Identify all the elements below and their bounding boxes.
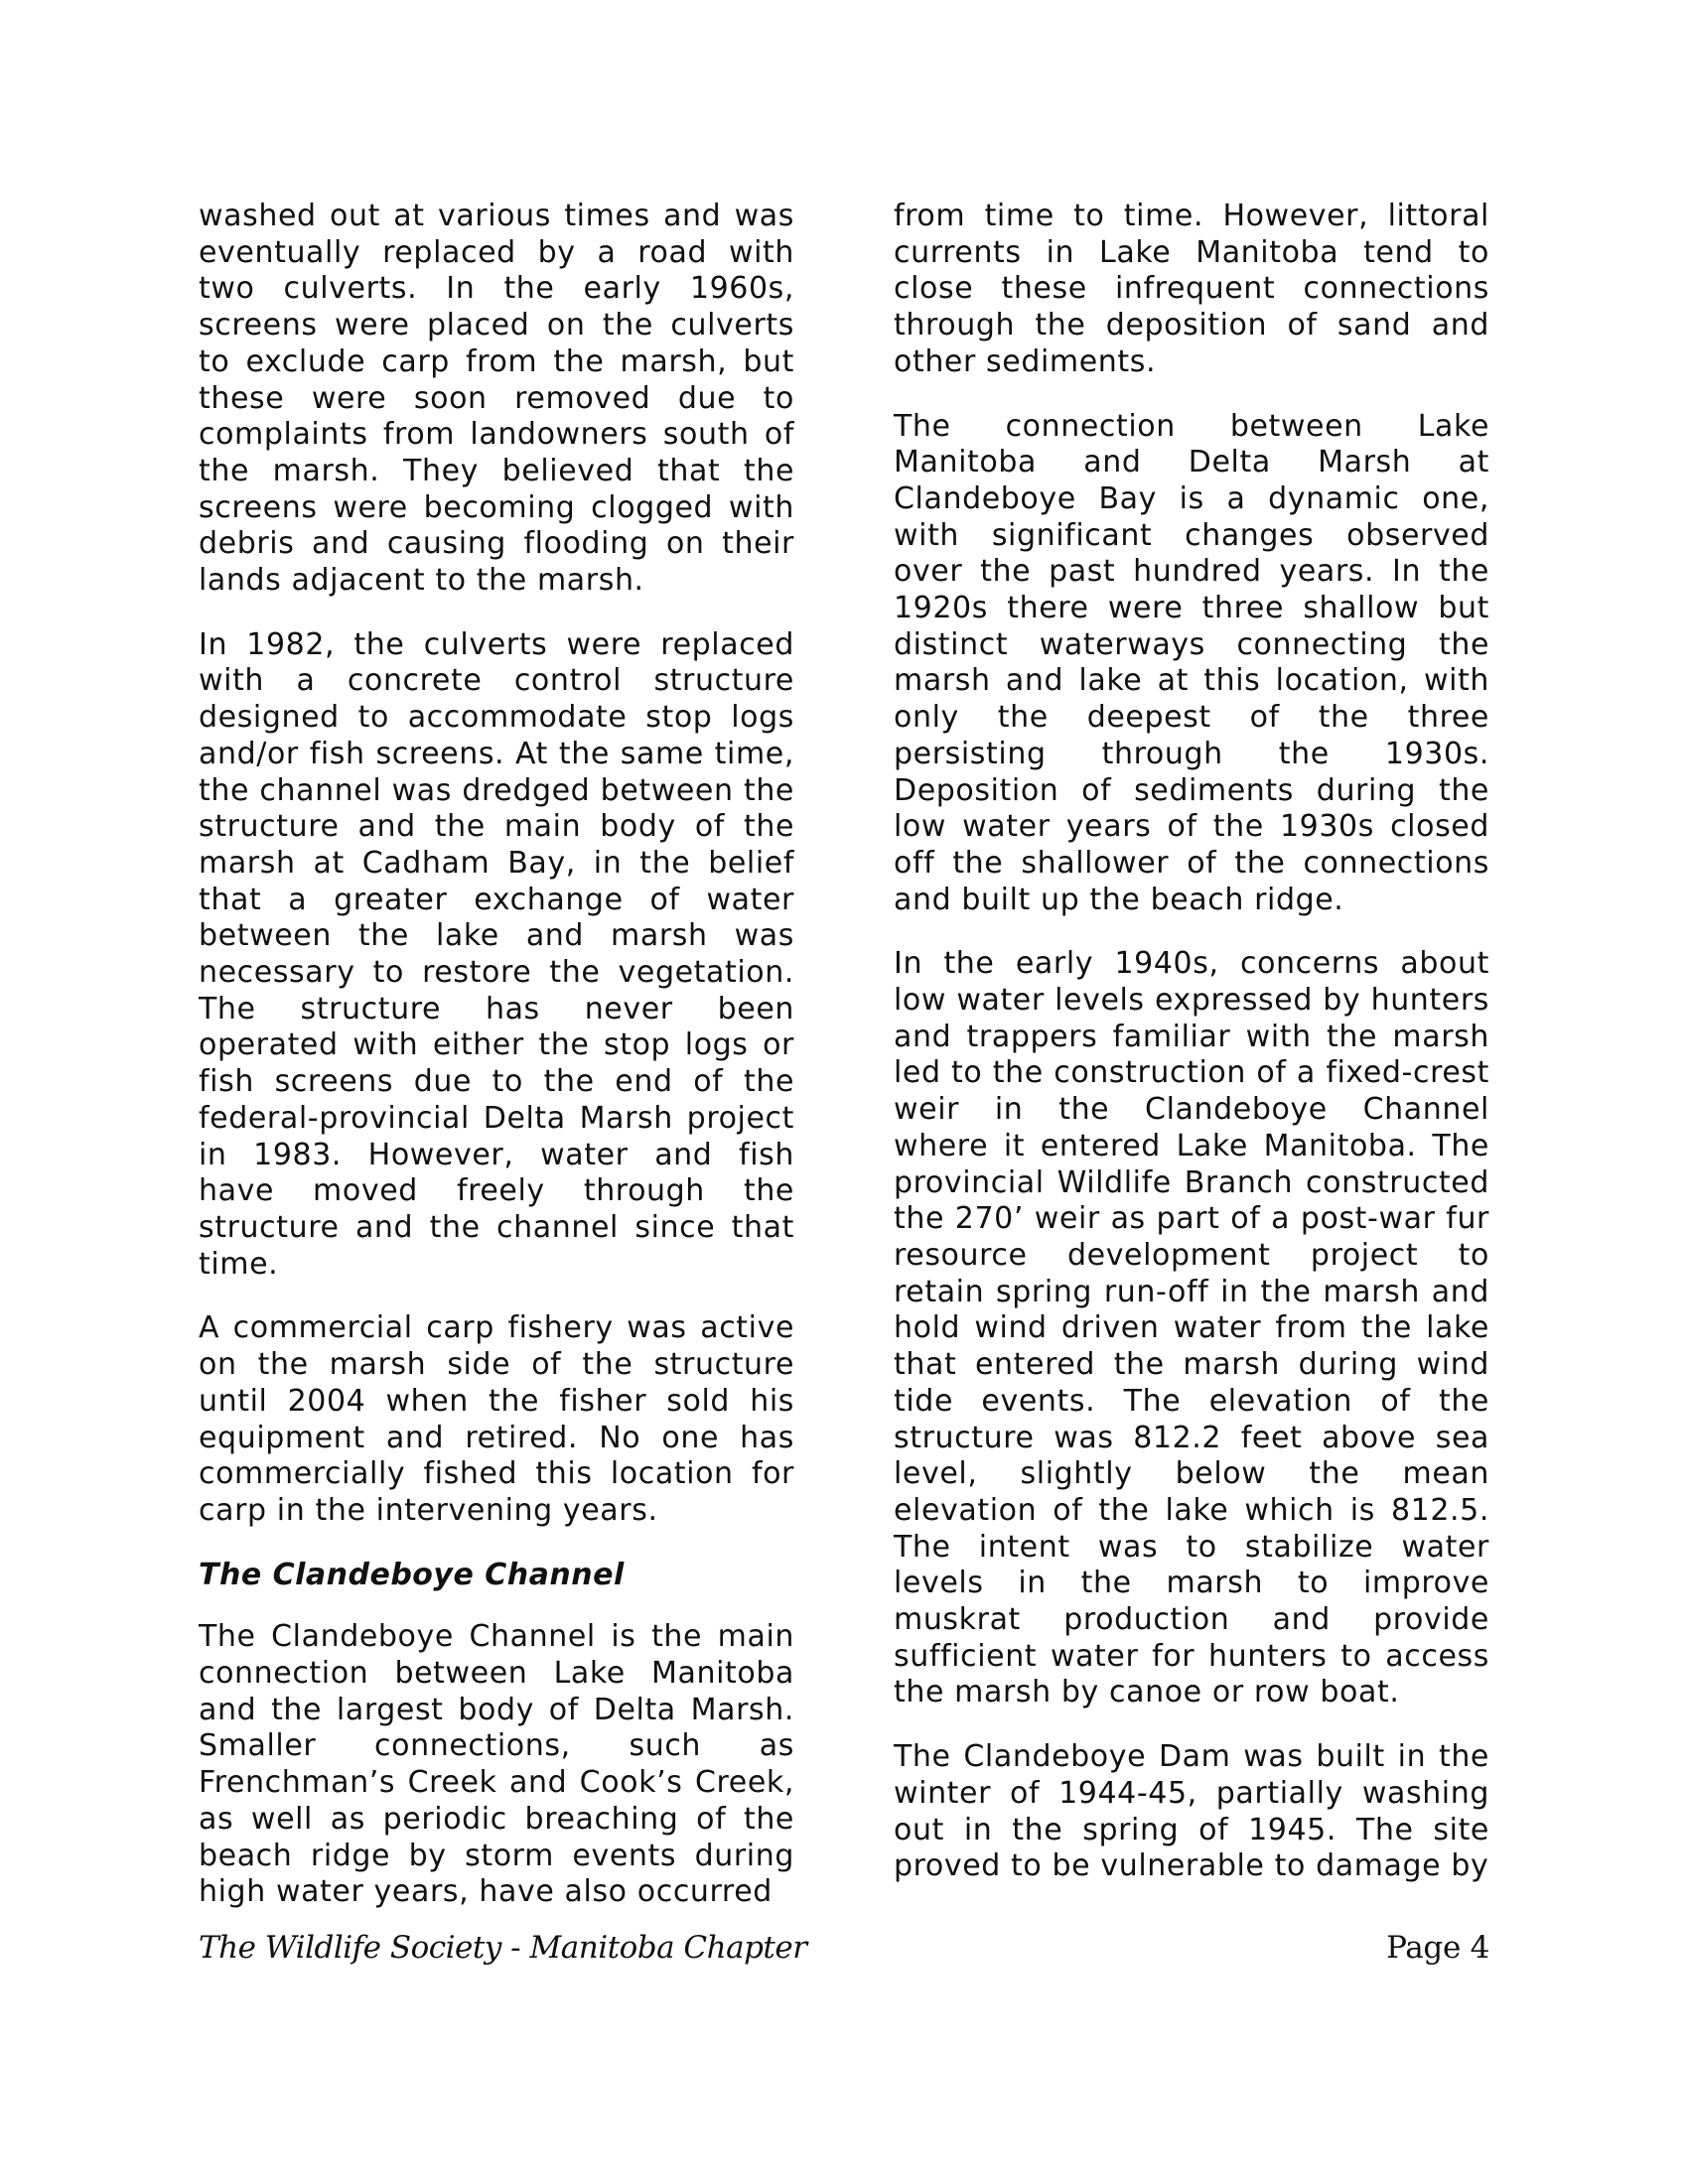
paragraph-clandeboye-bay-connection: The connection between Lake Manitoba and Delta Marsh at Clandeboye Bay is a dynamic one, with significant changes observed over the past hundred years. In the 1920s there were three shallow but distinct waterways connecting the marsh and lake at this location, with only the deepest of the three persisting through the 1930s. Deposition of sediments during the low water years of the 1930s closed off the shallower of the connections and built up the beach ridge. (894, 408, 1489, 917)
paragraph-weir-construction: In the early 1940s, concerns about low water levels expressed by hunters and trappers familiar with the marsh led to the construction of a fixed-crest weir in the Clandeboye Channel where it entered Lake Manitoba. The provincial Wildlife Branch constructed the 270’ weir as part of a post-war fur resource development project to retain spring run-off in the marsh and hold wind driven water from the lake that entered the marsh during wind tide events. The elevation of the structure was 812.2 feet above sea level, slightly below the mean elevation of the lake which is 812.5. The intent was to stabilize water levels in the marsh to improve muskrat production and provide sufficient water for hunters to access the marsh by canoe or row boat. (894, 946, 1489, 1710)
paragraph-culverts-history: washed out at various times and was eventually replaced by a road with two culverts. In the early 1960s, screens were placed on the culverts to exclude carp from the marsh, but these were soon removed due to complaints from landowners south of the marsh. They believed that the screens were becoming clogged with debris and causing flooding on their lands adjacent to the marsh. (199, 199, 794, 599)
page-number: Page 4 (1386, 1930, 1489, 1966)
paragraph-clandeboye-channel-intro: The Clandeboye Channel is the main connection between Lake Manitoba and the largest body of Delta Marsh. Smaller connections, such as Frenchman’s Creek and Cook’s Creek, as well as periodic breaching of the beach ridge by storm events during high water years, have also occurred (199, 1619, 794, 1910)
paragraph-littoral-currents: from time to time. However, littoral currents in Lake Manitoba tend to close these infrequent connections through the deposition of sand and other sediments. (894, 199, 1489, 379)
section-heading-clandeboye-channel: The Clandeboye Channel (199, 1557, 625, 1592)
footer-organization: The Wildlife Society - Manitoba Chapter (199, 1930, 807, 1966)
right-column (894, 199, 1489, 1913)
paragraph-clandeboye-dam: The Clandeboye Dam was built in the winter of 1944-45, partially washing out in the spring of 1945. The site proved to be vulnerable to damage by (894, 1739, 1489, 1884)
left-column (199, 199, 794, 1939)
paragraph-carp-fishery: A commercial carp fishery was active on the marsh side of the structure until 2004 when the fisher sold his equipment and retired. No one has commercially fished this location for carp in the intervening years. (199, 1310, 794, 1528)
paragraph-control-structure-1982: In 1982, the culverts were replaced with a concrete control structure designed to accommodate stop logs and/or fish screens. At the same time, the channel was dredged between the structure and the main body of the marsh at Cadham Bay, in the belief that a greater exchange of water between the lake and marsh was necessary to restore the vegetation. The structure has never been operated with either the stop logs or fish screens due to the end of the federal-provincial Delta Marsh project in 1983. However, water and fish have moved freely through the structure and the channel since that time. (199, 626, 794, 1282)
